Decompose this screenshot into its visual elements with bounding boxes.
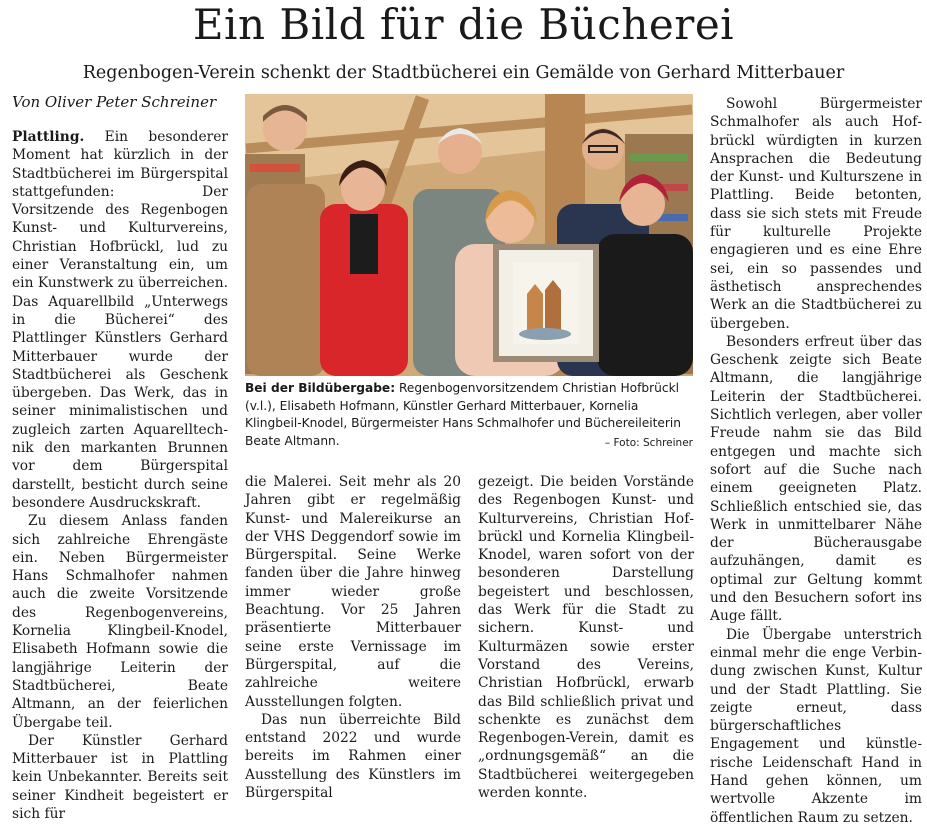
paragraph: Sowohl Bürgermeister Schmalhofer als auch Hofbrückl würdigten in kurzen Ansprachen die Bedeutung der Kunst- und Kulturszene in Plattling. Beide betonten, dass sie sich stets mit Freude für kulturelle Projekte engagieren und es eine Ehre sei, ein so passendes und ästhetisch ansprechendes Werk an die Stadtbücherei zu übergeben.: [710, 96, 922, 332]
article-column-3: [478, 473, 694, 802]
group-photo-illustration: [245, 94, 693, 376]
framed-watercolor: [493, 244, 599, 362]
photo-credit: – Foto: Schreiner: [604, 437, 693, 449]
paragraph: [12, 128, 228, 512]
paragraph: Das nun überreichte Bild entstand 2022 und wurde bereits im Rahmen einer Ausstellung des Künstlers im Bürgerspital: [245, 711, 461, 802]
caption-text: Regenbogenvorsitzendem Christian Hofbrückl (v.l.), Elisabeth Hofmann, Künstler Gerhard Mitterbauer, Kornelia Klingbeil-Knodel, Bürgermeister Hans Schmalhofer und Büchereileiterin Beate Altmann.: [245, 381, 682, 448]
dateline: Plattling.: [12, 129, 85, 145]
paragraph: gezeigt. Die beiden Vorstände des Regenbogen Kunst- und Kulturvereins, Christian Hofbrückl und Kornelia Klingbeil-Knodel, waren sofort von der besonderen Darstellung begeistert und beschlossen, das Werk für die Stadt zu sichern. Kunst- und Kulturmäzen sowie erster Vorstand des Vereins, Christian Hofbrückl, erwarb das Bild schließlich privat und schenkte es zunächst dem Regenbogen-Verein, damit es „ordnungsgemäß“ an die Stadtbücherei weitergegeben werden konnte.: [478, 474, 694, 802]
subheadline: Regenbogen-Verein schenkt der Stadtbücherei ein Gemälde von Gerhard Mitterbauer: [82, 63, 845, 83]
article-column-4: [710, 95, 922, 827]
article-column-2: [245, 473, 461, 802]
paragraph-text: Ein besonderer Moment hat kürzlich in der Stadtbücherei im Bürgerspital stattgefunden: Der Vorsitzende des Regenbogen Kunst- und Kulturvereins, Christian Hofbrückl, lud zu einer Veranstaltung ein, um ein Kunstwerk zu überreichen. Das Aquarellbild „Unterwegs in die Bücherei“ des Plattlinger Künstlers Gerhard Mitterbauer wurde der Stadtbücherei als Geschenk übergeben. Das Werk, das in seiner minimalistischen und zugleich zarten Aquarelltechnik den markanten Brunnen vor dem Bürgerspital darstellt, besticht durch seine besondere Ausdruckskraft.: [12, 129, 228, 511]
paragraph: Der Künstler Gerhard Mitterbauer ist in Plattling kein Unbekannter. Bereits seit seiner Kindheit begeistert er sich für: [12, 732, 228, 822]
article-column-1: [12, 128, 228, 823]
caption-label: Bei der Bildübergabe:: [245, 381, 396, 395]
headline: Ein Bild für die Bücherei: [192, 0, 735, 49]
photo-caption: [245, 380, 693, 450]
paragraph: die Malerei. Seit mehr als 20 Jahren gibt er regelmäßig Kunst- und Malereikurse an der VHS Deggendorf sowie im Bürgerspital. Seine Werke fanden über die Jahre hinweg immer wieder große Beachtung. Vor 25 Jahren präsentierte Mitterbauer seine erste Vernissage im Bürgerspital, auf die zahlreiche weitere Ausstellungen folgten.: [245, 474, 461, 710]
article-photo: [245, 94, 693, 376]
paragraph: Zu diesem Anlass fanden sich zahlreiche Ehrengäste ein. Neben Bürgermeister Hans Schmalhofer nahmen auch die zweite Vorsitzende des Regenbogenvereins, Kornelia Klingbeil-Knodel, Elisabeth Hofmann sowie die langjährige Leiterin der Stadtbücherei, Beate Altmann, an der feierlichen Übergabe teil.: [12, 513, 228, 731]
byline: Von Oliver Peter Schreiner: [12, 93, 217, 111]
paragraph: Besonders erfreut über das Geschenk zeigte sich Beate Altmann, die langjährige Leiterin der Stadtbücherei. Sichtlich verlegen, aber voller Freude nahm sie das Bild entgegen und machte sich sofort auf die Suche nach einem geeigneten Platz. Schließlich entschied sie, das Werk in unmittelbarer Nähe der Bücherausgabe aufzuhängen, damit es optimal zur Geltung kommt und den Besuchern sofort ins Auge fällt.: [710, 333, 922, 625]
paragraph: Die Übergabe unterstrich einmal mehr die enge Verbindung zwischen Kunst, Kultur und der Stadt Plattling. Sie zeigte erneut, dass bürgerschaftliches Engagement und künstlerische Leidenschaft Hand in Hand gehen können, um wertvolle Akzente im öffentlichen Raum zu setzen.: [710, 626, 922, 826]
